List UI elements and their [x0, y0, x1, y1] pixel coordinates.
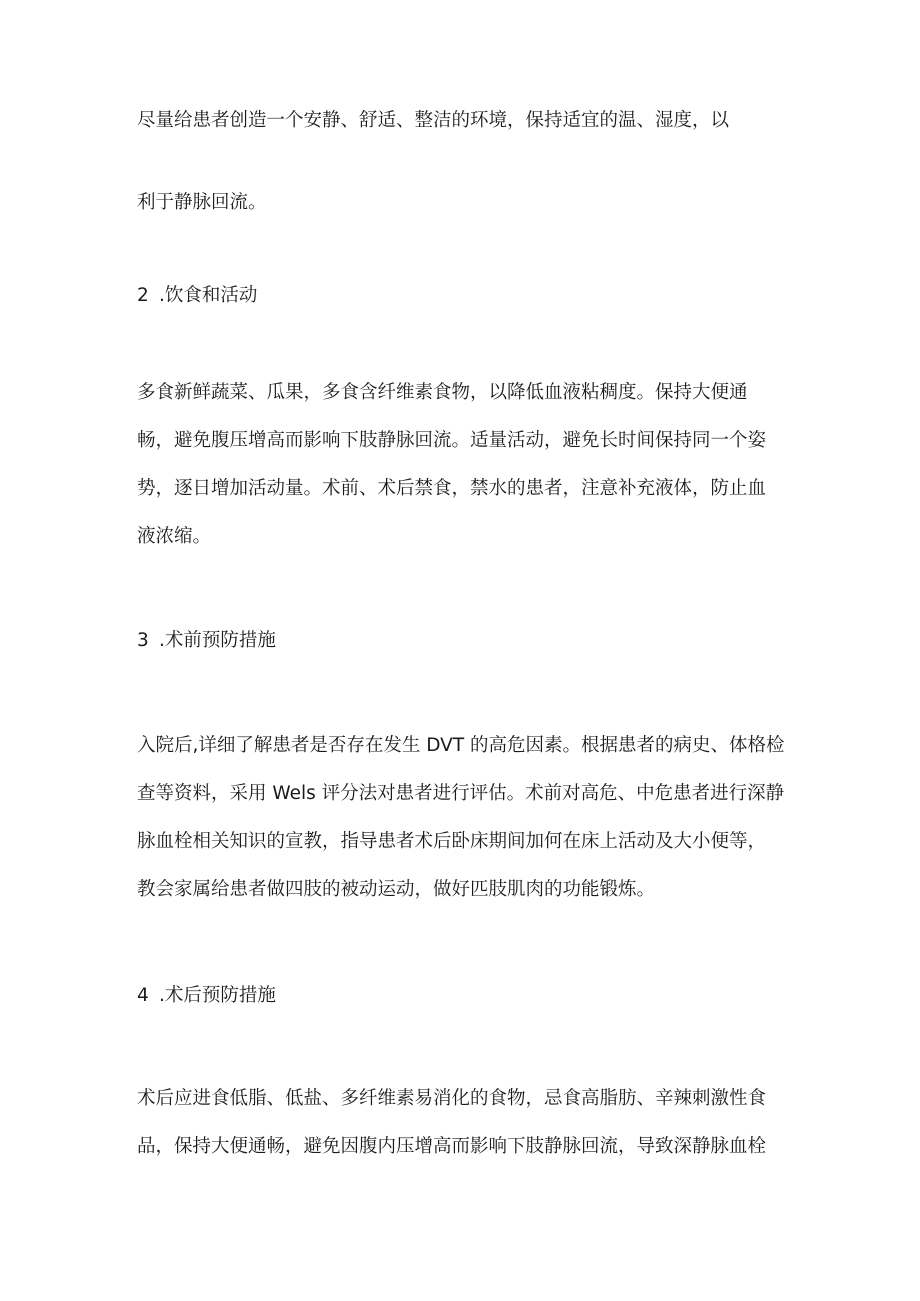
- paragraph-2-line-4: 液浓缩。: [137, 526, 212, 547]
- paragraph-2-line-1: 多食新鲜蔬菜、瓜果，多食含纤维素食物，以降低血液粘稠度。保持大便通: [137, 382, 748, 403]
- paragraph-3-line-1: 入院后,详细了解患者是否存在发生 DVT 的高危因素。根据患者的病史、体格检: [137, 735, 785, 756]
- section-4-heading: [137, 983, 276, 1009]
- section-4-title: .术后预防措施: [159, 985, 276, 1006]
- section-2-number: 2: [137, 285, 149, 306]
- paragraph-1-line-1: 尽量给患者创造一个安静、舒适、整洁的环境，保持适宜的温、湿度，以: [137, 110, 730, 131]
- section-2-heading: [137, 283, 257, 309]
- paragraph-2-line-3: 势，逐日增加活动量。术前、术后禁食，禁水的患者，注意补充液体，防止血: [137, 478, 767, 499]
- paragraph-4-line-1: 术后应进食低脂、低盐、多纤维素易消化的食物，忌食高脂肪、辛辣刺激性食: [137, 1088, 767, 1109]
- section-3-heading: [137, 628, 276, 654]
- section-3-number: 3: [137, 630, 149, 651]
- section-3-title: .术前预防措施: [159, 630, 276, 651]
- paragraph-4-line-2: 品，保持大便通畅，避免因腹内压增高而影响下肢静脉回流，导致深静脉血栓: [137, 1136, 767, 1157]
- paragraph-2-line-2: 畅，避免腹压增高而影响下肢静脉回流。适量活动，避免长时间保持同一个姿: [137, 430, 767, 451]
- paragraph-1-line-2: 利于静脉回流。: [137, 192, 267, 213]
- paragraph-3-line-4: 教会家属给患者做四肢的被动运动，做好匹肢肌肉的功能锻炼。: [137, 879, 656, 900]
- paragraph-3-line-2: 查等资料，采用 Wels 评分法对患者进行评估。术前对高危、中危患者进行深静: [137, 783, 785, 804]
- section-2-title: .饮食和活动: [159, 285, 258, 306]
- paragraph-3-line-3: 脉血栓相关知识的宣教，指导患者术后卧床期间加何在床上活动及大小便等，: [137, 831, 767, 852]
- section-4-number: 4: [137, 985, 149, 1006]
